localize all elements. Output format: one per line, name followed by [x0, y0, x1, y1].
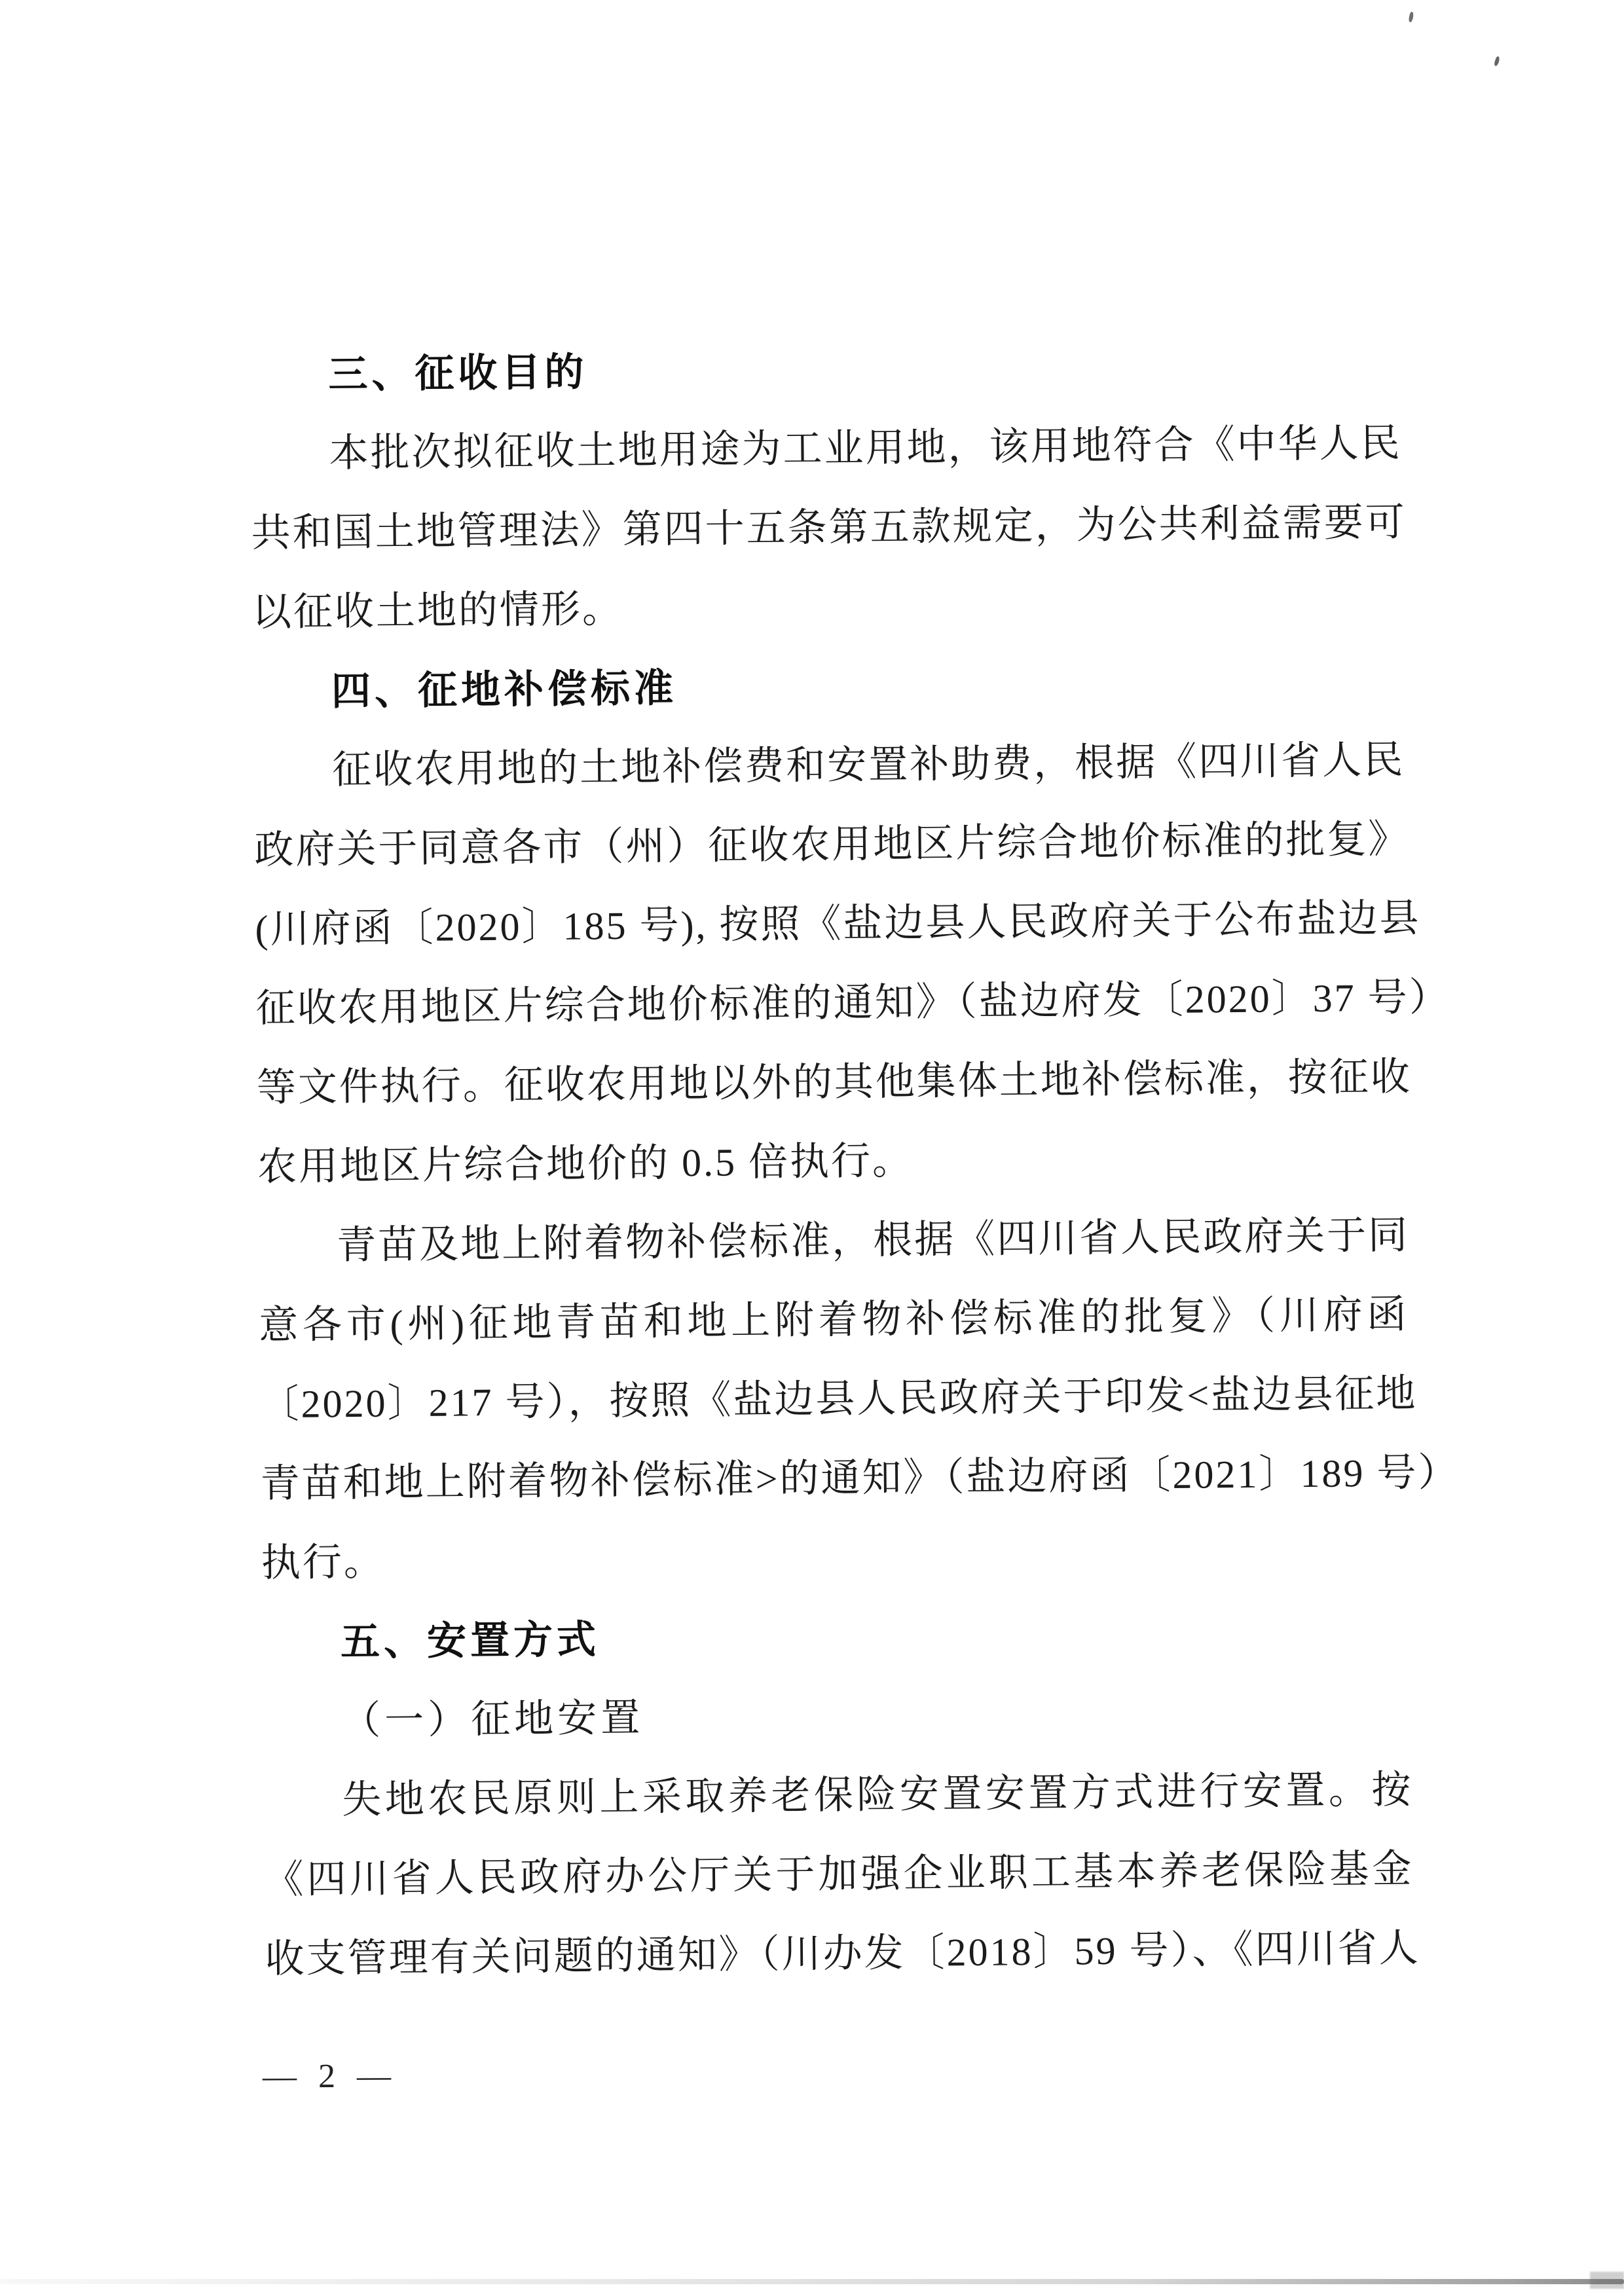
section-4-heading: 四、征地补偿标准 — [331, 666, 678, 714]
section-3-paragraph-line: 本批次拟征收土地用途为工业用地，该用地符合《中华人民 — [329, 421, 1402, 475]
section-4-paragraph-line: 农用地区片综合地价的 0.5 倍执行。 — [257, 1139, 914, 1189]
scan-corner-smudge — [1590, 2272, 1624, 2289]
scan-speck — [1494, 56, 1500, 66]
scan-speck — [1408, 12, 1414, 23]
page-number: — 2 — — [262, 2057, 398, 2096]
section-5-paragraph-line: 《四川省人民政府办公厅关于加强企业职工基本养老保险基金 — [264, 1847, 1414, 1902]
section-4-paragraph2-line: 〔2020〕217 号），按照《盐边县人民政府关于印发<盐边县征地 — [259, 1372, 1418, 1427]
section-3-heading: 三、征收目的 — [328, 350, 588, 397]
section-5-paragraph-line: 收支管理有关问题的通知》（川办发〔2018〕59 号）、《四川省人 — [265, 1926, 1420, 1981]
section-3-paragraph-line: 以征收土地的情形。 — [251, 587, 624, 634]
section-4-paragraph2-line: 意各市(州)征地青苗和地上附着物补偿标准的批复》（川府函 — [259, 1292, 1409, 1347]
section-4-paragraph-line: 征收农用地区片综合地价标准的通知》（盐边府发〔2020〕37 号） — [255, 975, 1450, 1030]
section-4-paragraph2-line: 青苗和地上附着物补偿标准>的通知》（盐边府函〔2021〕189 号） — [260, 1450, 1460, 1506]
scan-streak-bottom-edge — [0, 2279, 1624, 2284]
section-5-subheading: （一）征地安置 — [341, 1696, 644, 1743]
section-4-paragraph2-line: 执行。 — [261, 1540, 386, 1585]
section-4-paragraph-line: 等文件执行。征收农用地以外的其他集体土地补偿标准，按征收 — [256, 1055, 1412, 1110]
section-4-paragraph2-line: 青苗及地上附着物补偿标准，根据《四川省人民政府关于同 — [336, 1213, 1410, 1267]
section-4-paragraph-line: 征收农用地的土地补偿费和安置补助费，根据《四川省人民 — [331, 738, 1405, 792]
document-text-block — [249, 325, 1460, 1999]
section-5-heading: 五、安置方式 — [340, 1617, 600, 1664]
section-3-paragraph-line: 共和国土地管理法》第四十五条第五款规定，为公共利益需要可 — [251, 500, 1407, 555]
section-4-paragraph-line: (川府函〔2020〕185 号), 按照《盐边县人民政府关于公布盐边县 — [255, 896, 1421, 951]
section-4-paragraph-line: 政府关于同意各市（州）征收农用地区片综合地价标准的批复》 — [254, 817, 1410, 872]
section-5-paragraph-line: 失地农民原则上采取养老保险安置安置方式进行安置。按 — [342, 1768, 1413, 1822]
